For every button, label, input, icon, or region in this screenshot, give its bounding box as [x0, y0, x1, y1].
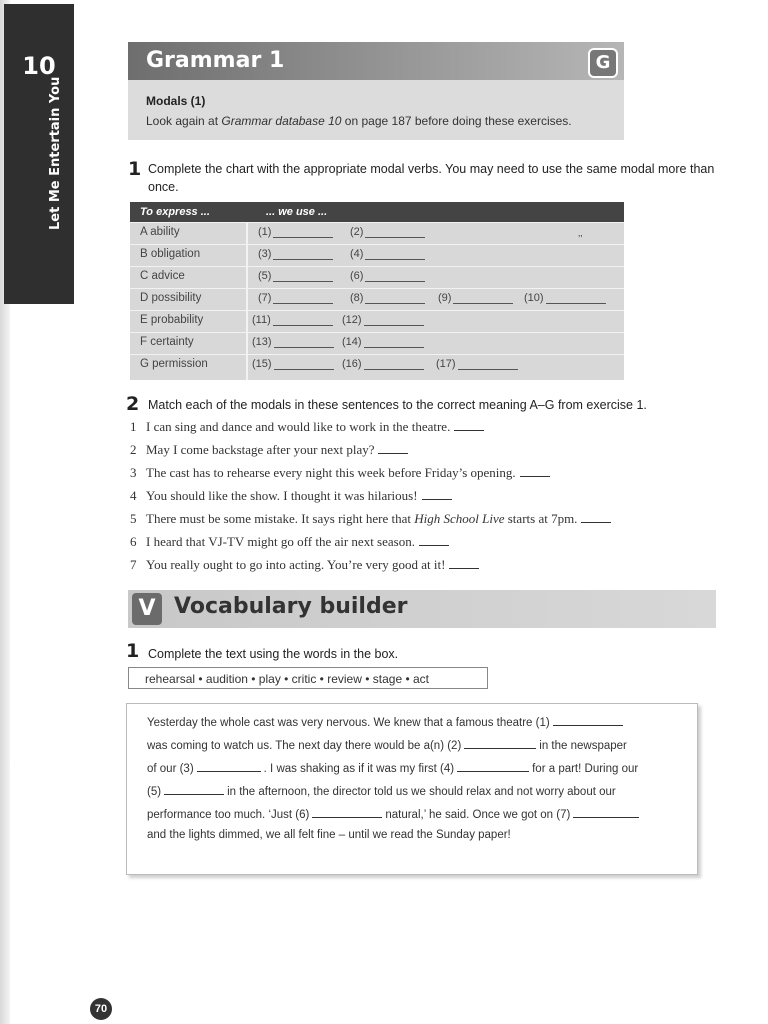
sentence-number: 4 [130, 488, 137, 503]
cloze-text: of our (3) [147, 763, 194, 775]
answer-line[interactable] [274, 358, 334, 370]
answer-line[interactable] [273, 226, 333, 238]
answer-line[interactable] [449, 557, 479, 569]
cloze-text: natural,’ he said. Once we got on (7) [385, 809, 571, 821]
answer-line[interactable] [581, 511, 611, 523]
chart-col-express: To express ... [140, 206, 210, 218]
instruction-reference: Grammar database 10 [221, 114, 342, 128]
cloze-text: in the newspaper [539, 740, 627, 752]
chart-blank[interactable] [436, 358, 518, 370]
chart-blank[interactable] [350, 226, 425, 238]
answer-line[interactable] [553, 714, 623, 726]
stray-mark: ‚‚ [578, 228, 583, 239]
sentence-text-end: starts at 7pm. [504, 511, 578, 526]
grammar-title: Grammar 1 [146, 48, 285, 73]
sentence-text: You should like the show. I thought it was hilarious! [146, 488, 418, 503]
chart-row [130, 332, 624, 353]
exercise2-sentence [130, 557, 690, 573]
answer-line[interactable] [274, 336, 334, 348]
chart-blank-number: (12) [342, 314, 362, 326]
instruction-pre: Look again at [146, 114, 222, 128]
instruction-post: on page 187 before doing these exercises. [341, 114, 572, 128]
chart-row-label: F certainty [140, 336, 194, 348]
chart-blank-number: (7) [258, 292, 272, 304]
cloze-line [147, 829, 511, 841]
cloze-text-box [126, 703, 698, 875]
chart-row-label: C advice [140, 270, 185, 282]
chart-blank[interactable] [258, 270, 333, 282]
chart-blank-number: (8) [350, 292, 364, 304]
chart-blank-number: (5) [258, 270, 272, 282]
word-box: rehearsal • audition • play • critic • review • stage • act [128, 667, 488, 689]
chart-blank[interactable] [342, 314, 424, 326]
sentence-text: I heard that VJ-TV might go off the air next season. [146, 534, 415, 549]
answer-line[interactable] [365, 270, 425, 282]
answer-line[interactable] [378, 442, 408, 454]
chart-blank[interactable] [524, 292, 606, 304]
answer-line[interactable] [273, 270, 333, 282]
chart-col-use: ... we use ... [266, 206, 328, 218]
exercise2-sentence [130, 488, 690, 504]
grammar-box [128, 42, 624, 140]
chart-header [130, 202, 624, 222]
answer-line[interactable] [419, 534, 449, 546]
sentence-text: There must be some mistake. It says right here that [146, 511, 415, 526]
exercise2-instruction: Match each of the modals in these sentences to the correct meaning A–G from exercise 1. [148, 398, 647, 412]
cloze-text: and the lights dimmed, we all felt fine – until we read the Sunday paper! [147, 829, 511, 841]
chart-row [130, 266, 624, 287]
chart-blank[interactable] [350, 292, 425, 304]
exercise2-sentence [130, 442, 690, 458]
chart-row [130, 222, 624, 243]
cloze-text: Yesterday the whole cast was very nervous. We knew that a famous theatre (1) [147, 717, 550, 729]
answer-line[interactable] [273, 248, 333, 260]
chart-blank-number: (17) [436, 358, 456, 370]
answer-line[interactable] [365, 292, 425, 304]
chart-blank[interactable] [342, 358, 424, 370]
sentence-text: May I come backstage after your next play? [146, 442, 375, 457]
answer-line[interactable] [364, 336, 424, 348]
modals-instruction [146, 114, 572, 128]
exercise2-sentence [130, 419, 690, 435]
cloze-line [147, 760, 638, 775]
chart-row [130, 354, 624, 375]
answer-line[interactable] [520, 465, 550, 477]
chart-blank-number: (11) [252, 314, 271, 326]
sentence-text: You really ought to go into acting. You’re very good at it! [146, 557, 446, 572]
cloze-text: performance too much. ‘Just (6) [147, 809, 310, 821]
sentence-number: 1 [130, 419, 137, 434]
chart-blank-number: (3) [258, 248, 272, 260]
sentence-number: 3 [130, 465, 137, 480]
answer-line[interactable] [312, 806, 382, 818]
chart-blank-number: (2) [350, 226, 364, 238]
answer-line[interactable] [197, 760, 261, 772]
cloze-text: . I was shaking as if it was my first (4) [263, 763, 455, 775]
answer-line[interactable] [365, 226, 425, 238]
page-number: 70 [90, 998, 112, 1020]
modal-chart [130, 202, 624, 380]
chart-row [130, 310, 624, 331]
chart-blank-number: (15) [252, 358, 272, 370]
chart-blank-number: (6) [350, 270, 364, 282]
vocabulary-badge-icon: V [132, 593, 162, 625]
cloze-line [147, 783, 616, 798]
chart-blank[interactable] [258, 292, 333, 304]
chart-blank-number: (10) [524, 292, 544, 304]
sentence-text: The cast has to rehearse every night this week before Friday’s opening. [146, 465, 516, 480]
exercise1-instruction: Complete the chart with the appropriate modal verbs. You may need to use the same modal more than once. [148, 162, 715, 194]
sentence-number: 6 [130, 534, 137, 549]
cloze-line [147, 737, 627, 752]
cloze-text: was coming to watch us. The next day there would be a(n) (2) [147, 740, 462, 752]
chart-blank[interactable] [438, 292, 513, 304]
exercise2-sentence [130, 511, 690, 527]
exercise2-number: 2 [126, 393, 140, 415]
chart-blank[interactable] [252, 358, 334, 370]
chart-blank[interactable] [258, 226, 333, 238]
cloze-text: for a part! During our [532, 763, 639, 775]
answer-line[interactable] [457, 760, 529, 772]
cloze-text: (5) [147, 786, 162, 798]
chart-blank-number: (1) [258, 226, 272, 238]
grammar-header [128, 42, 624, 80]
chart-row [130, 288, 624, 309]
chart-row-label: B obligation [140, 248, 201, 260]
chart-row-label: E probability [140, 314, 204, 326]
unit-title: Let Me Entertain You [48, 76, 63, 230]
chart-blank[interactable] [350, 270, 425, 282]
cloze-text: in the afternoon, the director told us we should relax and not worry about our [227, 786, 616, 798]
sentence-number: 5 [130, 511, 137, 526]
answer-line[interactable] [164, 783, 224, 795]
unit-number: 10 [22, 52, 56, 80]
chart-row-label: D possibility [140, 292, 202, 304]
answer-line[interactable] [453, 292, 513, 304]
modals-heading: Modals (1) [146, 94, 206, 108]
answer-line[interactable] [364, 314, 424, 326]
answer-line[interactable] [365, 248, 425, 260]
answer-line[interactable] [273, 292, 333, 304]
answer-line[interactable] [546, 292, 606, 304]
chart-row-label: A ability [140, 226, 180, 238]
chart-row-label: G permission [140, 358, 208, 370]
sentence-text: I can sing and dance and would like to work in the theatre. [146, 419, 451, 434]
answer-line[interactable] [454, 419, 484, 431]
chart-blank-number: (4) [350, 248, 364, 260]
grammar-badge-icon: G [588, 48, 618, 78]
chart-blank[interactable] [258, 248, 333, 260]
answer-line[interactable] [573, 806, 639, 818]
chart-blank-number: (13) [252, 336, 272, 348]
chart-blank-number: (14) [342, 336, 362, 348]
chart-blank-number: (16) [342, 358, 362, 370]
answer-line[interactable] [364, 358, 424, 370]
answer-line[interactable] [273, 314, 333, 326]
vocab-exercise-instruction: Complete the text using the words in the box. [148, 647, 399, 661]
sentence-number: 7 [130, 557, 137, 572]
chart-blank[interactable] [252, 314, 333, 326]
chart-row [130, 244, 624, 265]
unit-tab [4, 4, 74, 304]
vocabulary-title: Vocabulary builder [174, 594, 408, 619]
vocabulary-builder-bar [128, 590, 716, 628]
answer-line[interactable] [458, 358, 518, 370]
chart-blank-number: (9) [438, 292, 452, 304]
sentence-number: 2 [130, 442, 137, 457]
chart-blank[interactable] [252, 336, 334, 348]
answer-line[interactable] [464, 737, 536, 749]
chart-blank[interactable] [342, 336, 424, 348]
sentence-title: High School Live [414, 511, 505, 526]
cloze-line [147, 806, 642, 821]
answer-line[interactable] [422, 488, 452, 500]
exercise2-sentence [130, 465, 690, 481]
cloze-line [147, 714, 626, 729]
exercise2-sentence [130, 534, 690, 550]
chart-blank[interactable] [350, 248, 425, 260]
exercise1-number: 1 [128, 158, 142, 180]
vocab-exercise-number: 1 [126, 640, 140, 662]
